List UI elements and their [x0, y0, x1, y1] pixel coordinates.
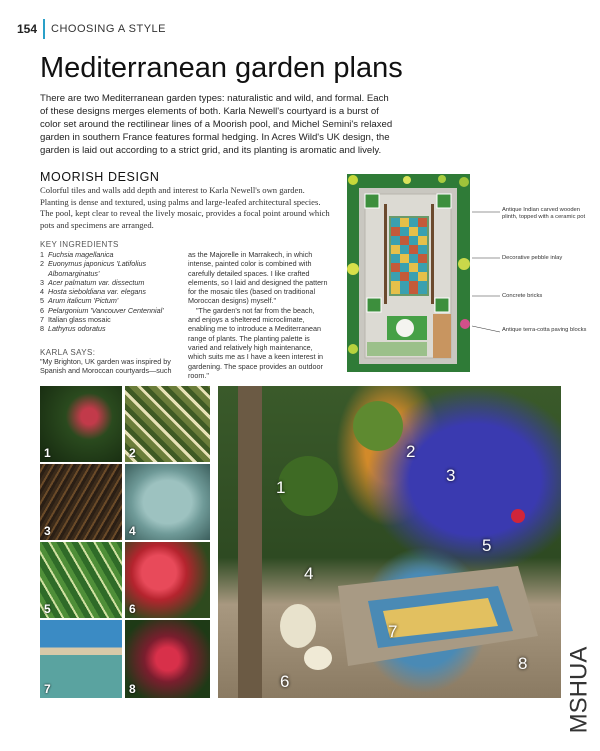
list-item: 1 Fuchsia magellanica	[40, 250, 114, 259]
photo-arum: 5	[40, 542, 122, 618]
photo-pelargonium: 6	[125, 542, 210, 618]
header-divider	[43, 19, 45, 39]
list-item: 2 Euonymus japonicus 'Latifolius Albomarginatus'	[40, 259, 147, 278]
photo-fuchsia: 1	[40, 386, 122, 462]
garden-plan-drawing	[347, 174, 470, 372]
list-item: 4 Hosta sieboldiana var. elegans	[40, 287, 147, 297]
plan-label: Decorative pebble inlay	[502, 255, 563, 261]
watermark	[562, 640, 598, 740]
karla-quote-2: "The garden's not far from the beach, and enjoys a sheltered microclimate, enabling me to introduce a Mediterranean range of plants. The planting palette is varied and relatively high maintenance, which suits me as I have a keen interest in gardening. The space provides an outdoor room."	[188, 305, 324, 380]
plan-label: Antique Indian carved wooden plinth, topped with a ceramic pot	[502, 207, 586, 220]
key-ingredients-list	[40, 250, 185, 334]
plan-leader-lines	[472, 176, 600, 376]
karla-quote-cont: as the Majorelle in Marrakech, in which intense, painted color is combined with carefully detailed spaces. I like crafted elements, so I laid and designed the pattern for the mosaic tiles (based on traditional Moroccan designs) myself."	[188, 250, 328, 306]
photo-euonymus: 2	[125, 386, 210, 462]
photo-lathyrus: 8	[125, 620, 210, 698]
photo-acer: 3	[40, 464, 122, 540]
plan-labels	[472, 176, 600, 376]
page-number: 154	[17, 22, 38, 36]
page-header	[17, 18, 166, 40]
plan-label: Concrete bricks	[502, 293, 543, 299]
karla-says-heading: KARLA SAYS:	[40, 348, 96, 357]
karla-quote-column	[188, 250, 328, 380]
moorish-heading: MOORISH DESIGN	[40, 170, 160, 184]
list-item: 8 Lathyrus odoratus	[40, 324, 106, 334]
intro-paragraph: There are two Mediterranean garden types: naturalistic and wild, and formal. Each of these designs merges elements of both. Karla Newell's courtyard is a burst of color set around the rectilinear lines of a Moorish pool, and Michel Semini's relaxed garden in southern France features formal hedging. In Acres Wild's UK design, the garden is laid out according to a strict grid, and its planting is aromatic and lively.	[40, 93, 393, 156]
list-item: 7 Italian glass mosaic	[40, 315, 111, 325]
section-title: CHOOSING A STYLE	[51, 23, 167, 35]
photo-garden-courtyard: 1 2 3 4 5 6 7 8	[218, 386, 561, 698]
list-item: 3 Acer palmatum var. dissectum	[40, 277, 145, 287]
page-title: Mediterranean garden plans	[40, 52, 403, 84]
key-ingredients-heading: KEY INGREDIENTS	[40, 240, 119, 249]
list-item: 5 Arum italicum 'Pictum'	[40, 296, 119, 306]
photo-mosaic: 7	[40, 620, 122, 698]
garden-plan	[347, 174, 470, 372]
plan-label: Antique terra-cotta paving blocks	[502, 327, 587, 333]
moorish-body: Colorful tiles and walls add depth and interest to Karla Newell's own garden. Planting is dense and textured, using palms and large-leafed architectural species. The pool, kept clear to reveal the lively mosaic, provides a focal point around which pots and specimens are arranged.	[40, 185, 330, 230]
courtyard-shapes	[218, 386, 561, 698]
watermark-text: MSHUA	[565, 646, 593, 734]
karla-quote-start: "My Brighton, UK garden was inspired by Spanish and Moroccan courtyards—such	[40, 357, 172, 376]
list-item: 6 Pelargonium 'Vancouver Centennial'	[40, 305, 164, 315]
photo-hosta: 4	[125, 464, 210, 540]
